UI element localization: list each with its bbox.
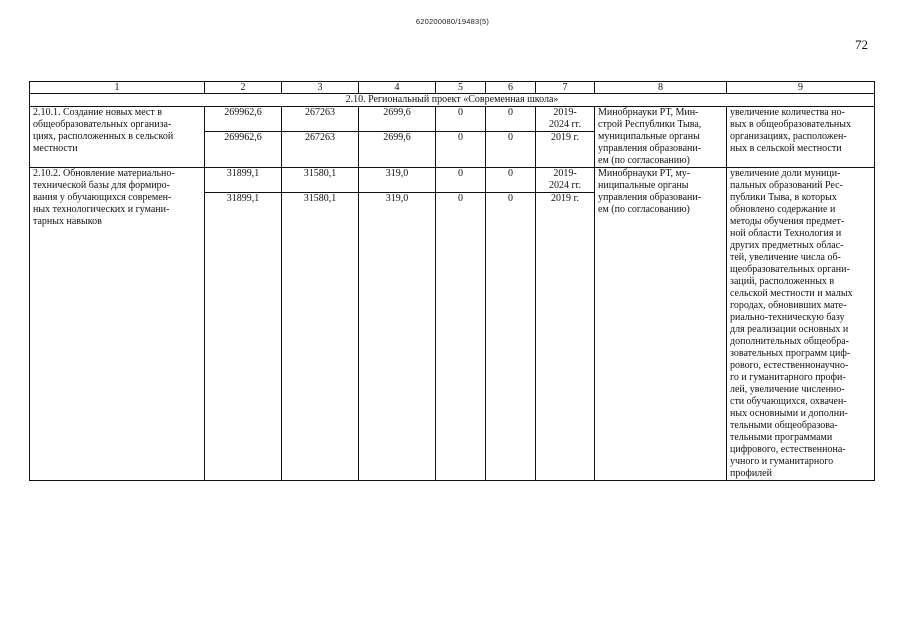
activity-name-line: ных технологических и гумани-	[33, 204, 170, 215]
responsible-line: муниципальные органы	[598, 131, 700, 142]
republic-funding: 2699,6	[359, 107, 436, 132]
result-line: увеличение доли муници-	[730, 168, 841, 179]
republic-funding: 319,0	[359, 168, 436, 193]
total-funding: 31899,1	[205, 168, 282, 193]
column-number: 1	[30, 82, 205, 94]
activity-name-line: местности	[33, 143, 78, 154]
table-row	[30, 168, 875, 193]
activity-name-line: циях, расположенных в сельской	[33, 131, 174, 142]
activity-name-line: технической базы для формиро-	[33, 180, 170, 191]
period-line: 2019-	[553, 168, 577, 179]
activity-name	[30, 168, 205, 481]
result-line: щеобразовательных органи-	[730, 264, 850, 275]
responsible-line: Минобрнауки РТ, Мин-	[598, 107, 699, 118]
result-line: увеличение количества но-	[730, 107, 845, 118]
activity-name-line: тарных навыков	[33, 216, 102, 227]
republic-funding: 319,0	[359, 193, 436, 481]
responsible-line: Минобрнауки РТ, му-	[598, 168, 691, 179]
column-number: 5	[436, 82, 486, 94]
result-line: рового, естественнонаучно-	[730, 360, 849, 371]
column-number: 3	[282, 82, 359, 94]
result-line: тей, увеличение числа об-	[730, 252, 841, 263]
period-line: 2024 гг.	[548, 180, 582, 191]
activity-name	[30, 107, 205, 168]
period	[536, 193, 595, 481]
result-line: тельными общеобразова-	[730, 420, 838, 431]
other-funding: 0	[486, 107, 536, 132]
expected-result	[727, 168, 875, 481]
page-number: 72	[855, 37, 868, 52]
result-line: городах, обновивших мате-	[730, 300, 847, 311]
other-funding: 0	[486, 193, 536, 481]
result-line: цифрового, естественнона-	[730, 444, 846, 455]
document-registration-number: 620200080/19483(5)	[415, 17, 490, 26]
responsible-executors	[595, 168, 727, 481]
result-line: вых в общеобразовательных	[730, 119, 852, 130]
period	[536, 168, 595, 193]
federal-funding: 267263	[282, 107, 359, 132]
result-line: ной области Технология и	[730, 228, 842, 239]
period	[536, 132, 595, 168]
section-row	[30, 94, 875, 107]
municipal-funding: 0	[436, 193, 486, 481]
result-line: дополнительных общеобра-	[730, 336, 850, 347]
result-line: методы обучения предмет-	[730, 216, 845, 227]
period-line: 2019 г.	[551, 132, 579, 143]
column-number: 9	[727, 82, 875, 94]
result-line: го и гуманитарного профи-	[730, 372, 846, 383]
activity-name-line: вания у обучающихся современ-	[33, 192, 172, 203]
result-line: для реализации основных и	[730, 324, 849, 335]
result-line: тельными программами	[730, 432, 833, 443]
total-funding: 31899,1	[205, 193, 282, 481]
republic-funding: 2699,6	[359, 132, 436, 168]
period-line: 2019 г.	[551, 193, 579, 204]
responsible-line: строй Республики Тыва,	[598, 119, 702, 130]
result-line: ных основными и дополни-	[730, 408, 848, 419]
result-line: публики Тыва, в которых	[730, 192, 837, 203]
period	[536, 107, 595, 132]
column-number-row	[30, 82, 875, 94]
table-row	[30, 107, 875, 132]
responsible-line: ем (по согласованию)	[598, 155, 690, 166]
total-funding: 269962,6	[205, 107, 282, 132]
result-line: зовательных программ циф-	[730, 348, 851, 359]
result-line: обновлено содержание и	[730, 204, 836, 215]
result-line: пальных образований Рес-	[730, 180, 843, 191]
result-line: организациях, расположен-	[730, 131, 847, 142]
result-line: профилей	[730, 468, 772, 479]
responsible-line: управления образовани-	[598, 143, 702, 154]
result-line: учного и гуманитарного	[730, 456, 834, 467]
other-funding: 0	[486, 168, 536, 193]
column-number: 7	[536, 82, 595, 94]
result-line: сти обучающихся, охвачен-	[730, 396, 847, 407]
activity-name-line: 2.10.2. Обновление материально-	[33, 168, 175, 179]
other-funding: 0	[486, 132, 536, 168]
municipal-funding: 0	[436, 168, 486, 193]
program-activities-table	[29, 81, 875, 481]
result-line: риально-техническую базу	[730, 312, 845, 323]
result-line: ных в сельской местности	[730, 143, 842, 154]
municipal-funding: 0	[436, 132, 486, 168]
responsible-line: управления образовани-	[598, 192, 702, 203]
responsible-line: ниципальные органы	[598, 180, 689, 191]
federal-funding: 31580,1	[282, 168, 359, 193]
result-line: лей, увеличение численно-	[730, 384, 845, 395]
result-line: других предметных облас-	[730, 240, 844, 251]
federal-funding: 267263	[282, 132, 359, 168]
municipal-funding: 0	[436, 107, 486, 132]
period-line: 2019-	[553, 107, 577, 118]
section-title: 2.10. Региональный проект «Современная школа»	[30, 94, 875, 107]
result-line: заций, расположенных в	[730, 276, 835, 287]
period-line: 2024 гг.	[548, 119, 582, 130]
result-line: сельской местности и малых	[730, 288, 853, 299]
column-number: 2	[205, 82, 282, 94]
responsible-executors	[595, 107, 727, 168]
total-funding: 269962,6	[205, 132, 282, 168]
activity-name-line: 2.10.1. Создание новых мест в	[33, 107, 162, 118]
column-number: 8	[595, 82, 727, 94]
activity-name-line: общеобразовательных организа-	[33, 119, 172, 130]
responsible-line: ем (по согласованию)	[598, 204, 690, 215]
expected-result	[727, 107, 875, 168]
column-number: 4	[359, 82, 436, 94]
federal-funding: 31580,1	[282, 193, 359, 481]
column-number: 6	[486, 82, 536, 94]
